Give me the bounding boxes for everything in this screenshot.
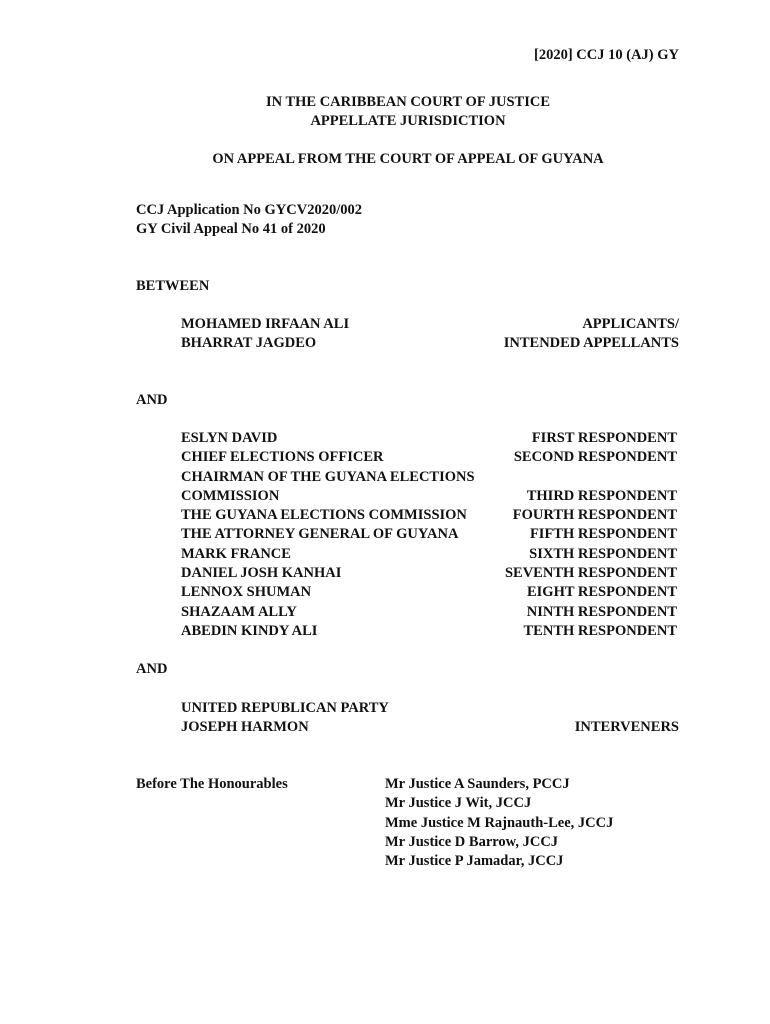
respondent-names — [181, 429, 475, 641]
appeal-origin: ON APPEAL FROM THE COURT OF APPEAL OF GUYANA — [212, 151, 604, 167]
party-name: LENNOX SHUMAN — [181, 584, 312, 601]
party-role: SECOND RESPONDENT — [513, 449, 677, 466]
party-role: FIFTH RESPONDENT — [529, 526, 677, 543]
between-label: BETWEEN — [136, 278, 210, 294]
party-name: ESLYN DAVID — [181, 430, 278, 446]
party-name: COMMISSION — [181, 487, 280, 504]
and-label: AND — [136, 661, 168, 677]
party-role: THIRD RESPONDENT — [526, 487, 677, 504]
judge-name: Mr Justice J Wit, JCCJ — [385, 795, 532, 812]
party-role: FIRST RESPONDENT — [531, 430, 677, 446]
party-role: FOURTH RESPONDENT — [512, 507, 677, 524]
party-name: JOSEPH HARMON — [181, 719, 309, 736]
party-name: UNITED REPUBLICAN PARTY — [181, 700, 389, 716]
court-name: IN THE CARIBBEAN COURT OF JUSTICE — [265, 94, 551, 110]
bench-judges — [385, 775, 613, 871]
judge-name: Mr Justice D Barrow, JCCJ — [385, 833, 559, 850]
party-name: CHAIRMAN OF THE GUYANA ELECTIONS — [181, 468, 475, 485]
citation: [2020] CCJ 10 (AJ) GY — [534, 47, 679, 63]
and-label: AND — [136, 392, 168, 408]
respondent-roles — [480, 429, 677, 641]
party-name: MARK FRANCE — [181, 545, 291, 562]
party-role: SIXTH RESPONDENT — [529, 545, 677, 562]
applicant-role — [430, 315, 679, 354]
party-role — [480, 468, 677, 487]
jurisdiction: APPELLATE JURISDICTION — [310, 113, 506, 129]
judge-name: Mr Justice A Saunders, PCCJ — [385, 776, 570, 792]
party-role: NINTH RESPONDENT — [526, 603, 677, 620]
bench-label: Before The Honourables — [136, 776, 288, 792]
party-name: CHIEF ELECTIONS OFFICER — [181, 449, 384, 466]
applicant-names — [181, 315, 349, 354]
party-name: BHARRAT JAGDEO — [181, 335, 317, 352]
intervener-names — [181, 699, 389, 738]
party-name: MOHAMED IRFAAN ALI — [181, 316, 350, 332]
party-name: SHAZAAM ALLY — [181, 603, 297, 620]
party-name: DANIEL JOSH KANHAI — [181, 565, 342, 582]
ccj-application-number: CCJ Application No GYCV2020/002 — [136, 202, 362, 218]
judge-name: Mme Justice M Rajnauth-Lee, JCCJ — [385, 814, 614, 831]
party-role: SEVENTH RESPONDENT — [504, 565, 677, 582]
party-role: TENTH RESPONDENT — [523, 622, 677, 639]
party-role: APPLICANTS/ — [582, 316, 679, 332]
judge-name: Mr Justice P Jamadar, JCCJ — [385, 853, 564, 870]
party-name: THE ATTORNEY GENERAL OF GUYANA — [181, 526, 459, 543]
party-role: EIGHT RESPONDENT — [526, 584, 677, 601]
party-name: ABEDIN KINDY ALI — [181, 622, 318, 639]
party-name: THE GUYANA ELECTIONS COMMISSION — [181, 507, 467, 524]
gy-appeal-number: GY Civil Appeal No 41 of 2020 — [136, 221, 326, 237]
party-role: INTENDED APPELLANTS — [503, 335, 679, 352]
intervener-role: INTERVENERS — [574, 719, 679, 735]
